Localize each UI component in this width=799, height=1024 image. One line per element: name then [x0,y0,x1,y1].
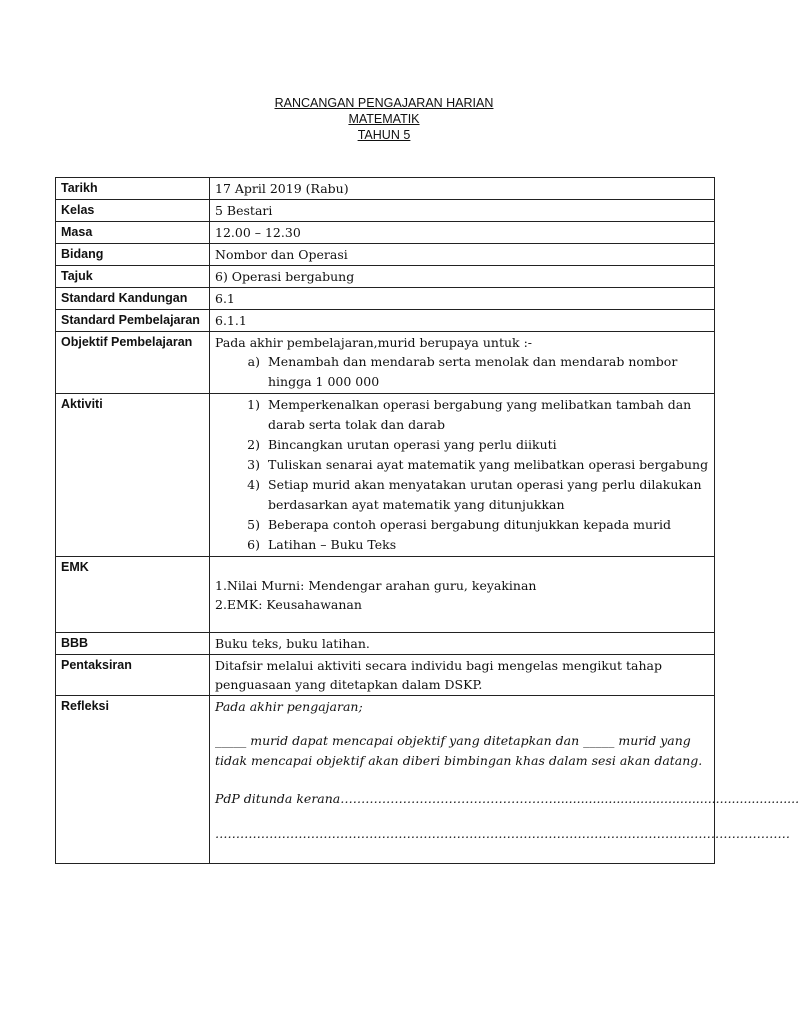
label-emk: EMK [56,557,210,633]
list-marker: 5) [247,517,260,532]
list-marker: 2) [247,437,260,452]
list-item [215,455,709,475]
refleksi-line-2: _____ murid dapat mencapai objektif yang ditetapkan dan _____ murid yang tidak mencapai objektif akan diberi bimbingan khas dalam sesi akan datang. [215,733,703,768]
value-emk [210,557,715,633]
list-item [215,475,709,515]
value-pentaksiran: Ditafsir melalui aktiviti secara individu bagi mengelas mengikut tahap penguasaan yang ditetapkan dalam DSKP. [210,655,715,696]
aktiviti-list [215,395,709,555]
label-tajuk: Tajuk [56,266,210,288]
value-aktiviti [210,394,715,557]
list-item [215,352,709,392]
row-aktiviti [56,394,715,557]
label-kelas: Kelas [56,200,210,222]
label-aktiviti: Aktiviti [56,394,210,557]
value-masa: 12.00 – 12.30 [210,222,715,244]
refleksi-line-3: PdP ditunda kerana…………………………………………….............................................................. [215,791,799,806]
list-marker: a) [247,354,260,369]
label-objektif: Objektif Pembelajaran [56,332,210,394]
label-masa: Masa [56,222,210,244]
label-standard-pembelajaran: Standard Pembelajaran [56,310,210,332]
row-tarikh [56,178,715,200]
value-objektif [210,332,715,394]
row-standard-kandungan [56,288,715,310]
row-objektif [56,332,715,394]
list-text: Tuliskan senarai ayat matematik yang melibatkan operasi bergabung [268,457,709,472]
value-bbb: Buku teks, buku latihan. [210,633,715,655]
objektif-intro: Pada akhir pembelajaran,murid berupaya untuk :- [215,335,533,350]
value-standard-kandungan: 6.1 [210,288,715,310]
value-refleksi [210,696,799,864]
value-standard-pembelajaran: 6.1.1 [210,310,715,332]
row-refleksi [56,696,715,864]
row-kelas [56,200,715,222]
list-text: Setiap murid akan menyatakan urutan operasi yang perlu dilakukan berdasarkan ayat matematik yang ditunjukkan [268,477,702,512]
row-bbb [56,633,715,655]
emk-line-1: 1.Nilai Murni: Mendengar arahan guru, keyakinan [215,577,537,593]
list-text: Menambah dan mendarab serta menolak dan mendarab nombor hingga 1 000 000 [268,354,678,389]
header-subject: MATEMATIK [348,112,420,126]
header-year: TAHUN 5 [357,128,411,142]
document-header [0,95,768,143]
list-text: Memperkenalkan operasi bergabung yang melibatkan tambah dan darab serta tolak dan darab [268,397,692,432]
emk-line-2: 2.EMK: Keusahawanan [215,596,362,612]
value-kelas: 5 Bestari [210,200,715,222]
label-bidang: Bidang [56,244,210,266]
value-tajuk: 6) Operasi bergabung [210,266,715,288]
row-standard-pembelajaran [56,310,715,332]
list-marker: 1) [247,397,260,412]
refleksi-line-4: ………………………………………………………………………………………………………………………… [215,826,790,841]
list-marker: 6) [247,537,260,552]
label-refleksi: Refleksi [56,696,210,864]
header-title: RANCANGAN PENGAJARAN HARIAN [274,96,494,110]
label-pentaksiran: Pentaksiran [56,655,210,696]
row-emk [56,557,715,633]
list-item [215,515,709,535]
list-text: Bincangkan urutan operasi yang perlu diikuti [268,437,557,452]
refleksi-line-1: Pada akhir pengajaran; [215,699,363,714]
row-tajuk [56,266,715,288]
list-item [215,535,709,555]
row-pentaksiran [56,655,715,696]
label-bbb: BBB [56,633,210,655]
row-bidang [56,244,715,266]
lesson-plan-table [55,177,799,864]
row-masa [56,222,715,244]
label-tarikh: Tarikh [56,178,210,200]
list-item [215,435,709,455]
value-bidang: Nombor dan Operasi [210,244,715,266]
list-marker: 4) [247,477,260,492]
list-text: Latihan – Buku Teks [268,537,397,552]
objektif-list [215,352,709,392]
value-tarikh: 17 April 2019 (Rabu) [210,178,715,200]
list-marker: 3) [247,457,260,472]
list-text: Beberapa contoh operasi bergabung ditunjukkan kepada murid [268,517,672,532]
label-standard-kandungan: Standard Kandungan [56,288,210,310]
list-item [215,395,709,435]
